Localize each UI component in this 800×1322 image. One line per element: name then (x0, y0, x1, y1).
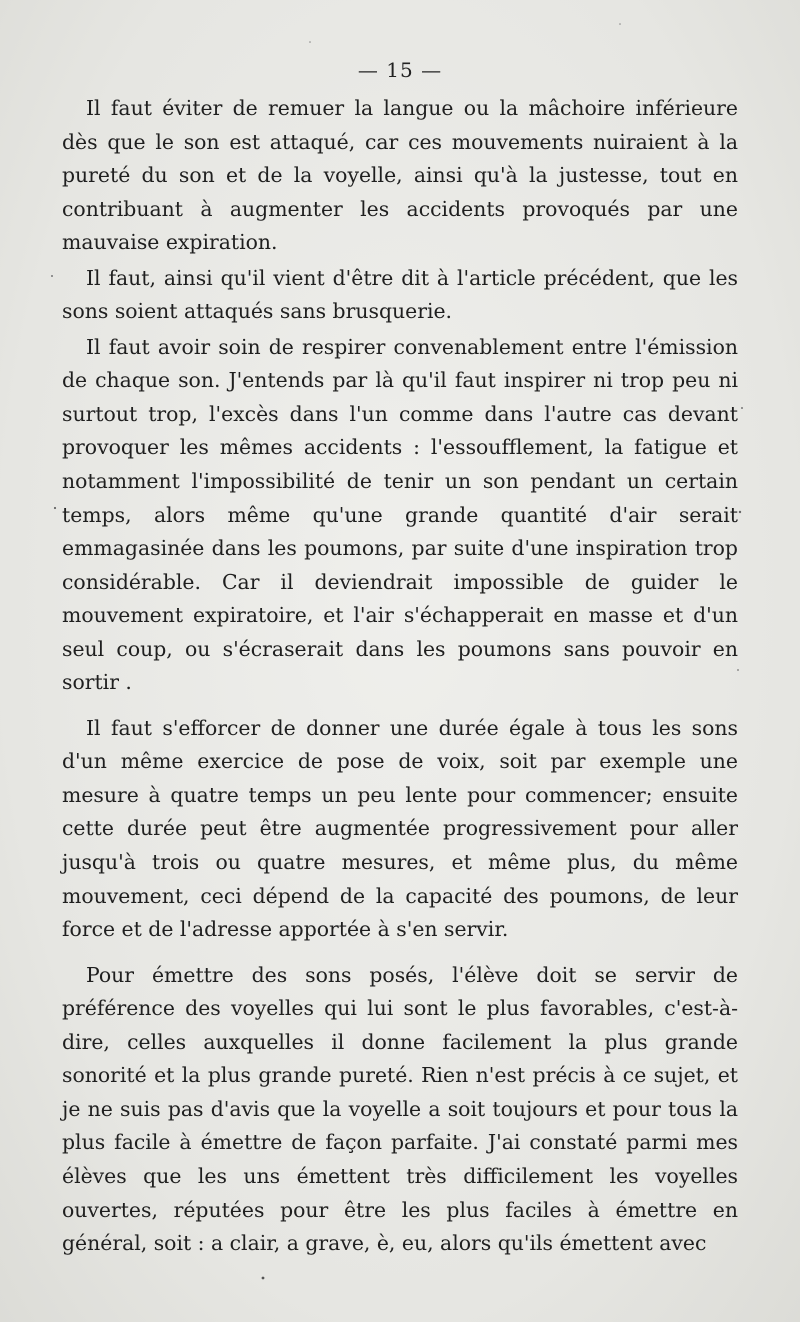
paragraph-3: Il faut avoir soin de respirer convenablement entre l'émission de chaque son. J'entends par là qu'il faut inspirer ni trop peu ni surtout trop, l'excès dans l'un comme dans l'autre cas devant provoquer les mêmes accidents : l'essoufflement, la fatigue et notamment l'impossibilité de tenir un son pendant un certain temps, alors même qu'une grande quantité d'air serait emmagasinée dans les poumons, par suite d'une inspiration trop considérable. Car il deviendrait impossible de guider le mouvement expiratoire, et l'air s'échapperait en masse et d'un seul coup, ou s'écraserait dans les poumons sans pouvoir en sortir . (62, 334, 738, 695)
paragraph-5: Pour émettre des sons posés, l'élève doit se servir de préférence des voyelles qui lui sont le plus favorables, c'est-à-dire, celles auxquelles il donne facilement la plus grande sonorité et la plus grande pureté. Rien n'est précis à ce sujet, et je ne suis pas d'avis que la voyelle a soit toujours et pour tous la plus facile à émettre de façon parfaite. J'ai constaté parmi mes élèves que les uns émettent très difficilement les voyelles ouvertes, réputées pour être les plus faciles à émettre en général, soit : a clair, a grave, è, eu, alors qu'ils émettent avec (62, 962, 738, 1256)
body-text (62, 92, 738, 1261)
page-number: — 15 — (357, 58, 443, 82)
paragraph-2: Il faut, ainsi qu'il vient d'être dit à l'article précédent, que les sons soient attaqués sans brusquerie. (62, 265, 738, 324)
paragraph-4: Il faut s'efforcer de donner une durée égale à tous les sons d'un même exercice de pose de voix, soit par exemple une mesure à quatre temps un peu lente pour commencer; ensuite cette durée peut être augmentée progressivement pour aller jusqu'à trois ou quatre mesures, et même plus, du même mouvement, ceci dépend de la capacité des poumons, de leur force et de l'adresse apportée à s'en servir. (62, 715, 738, 942)
paragraph-1: Il faut éviter de remuer la langue ou la mâchoire inférieure dès que le son est attaqué, car ces mouvements nuiraient à la pureté du son et de la voyelle, ainsi qu'à la justesse, tout en contribuant à augmenter les accidents provoqués par une mauvaise expiration. (62, 96, 738, 255)
